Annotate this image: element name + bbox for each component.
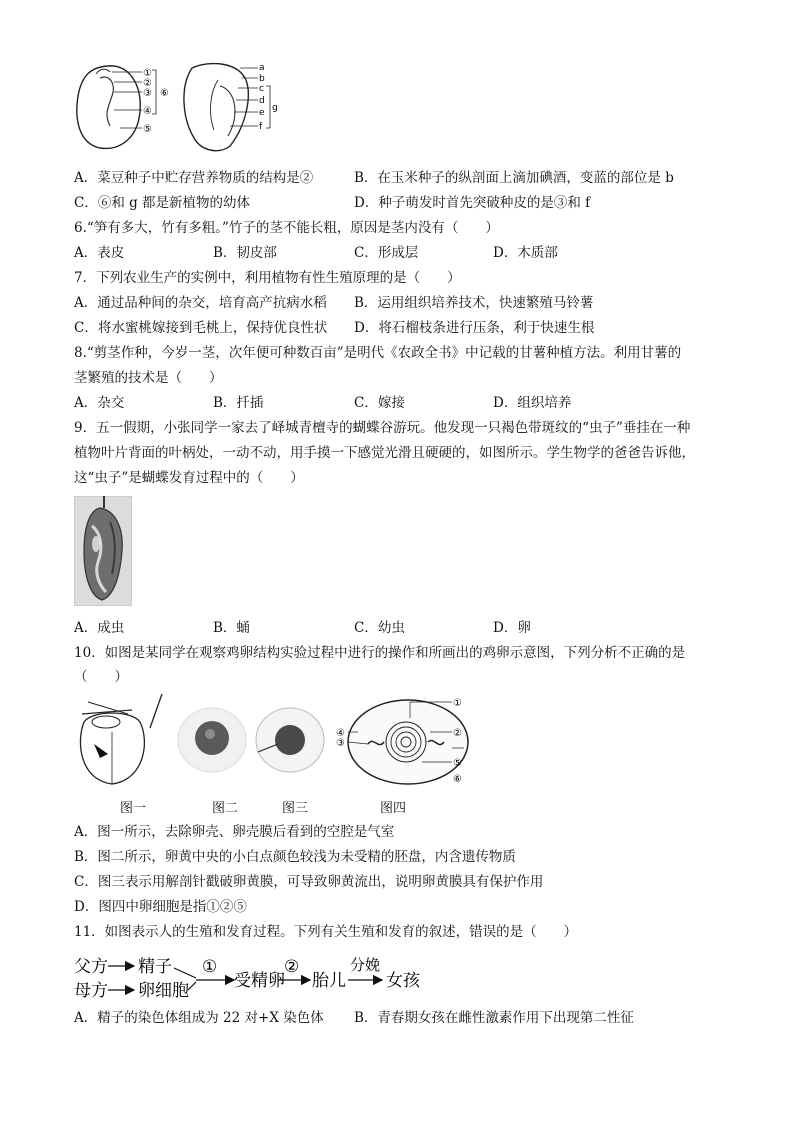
corn-label: g: [272, 103, 278, 113]
flow-mother: 母方: [74, 981, 108, 1000]
q10-stem-line1: 10．如图是某同学在观察鸡卵结构实验过程中进行的操作和所画出的鸡卵示意图，下列分析不正确的是: [74, 645, 686, 661]
bean-label: ④: [143, 106, 152, 117]
q5-option-d[interactable]: D．种子萌发时首先突破种皮的是③和 f: [354, 195, 591, 211]
egg-label: ⑥: [453, 774, 462, 785]
flow-zygote: 受精卵: [234, 971, 285, 991]
bean-label: ②: [143, 78, 152, 89]
q10-option-c[interactable]: C．图三表示用解剖针戳破卵黄膜，可导致卵黄流出，说明卵黄膜具有保护作用: [74, 874, 544, 890]
flow-delivery: 分娩: [350, 956, 381, 974]
egg-label: ②: [453, 728, 462, 739]
corn-seed-outline: [184, 64, 248, 151]
q6-option-b[interactable]: B．韧皮部: [213, 245, 277, 261]
q6-option-c[interactable]: C．形成层: [354, 245, 419, 261]
caption-fig4: 图四: [380, 801, 407, 816]
q10-option-d[interactable]: D．图四中卵细胞是指①②⑤: [74, 899, 247, 915]
caption-fig2: 图二: [212, 801, 239, 816]
caption-fig1: 图一: [120, 801, 147, 816]
egg-figure-1: [80, 694, 162, 784]
q8-stem-line2: 茎繁殖的技术是（ ）: [74, 370, 223, 386]
corn-label: d: [259, 96, 265, 106]
q11-option-b[interactable]: B．青春期女孩在雌性激素作用下出现第二性征: [354, 1010, 634, 1026]
flow-step1: ①: [202, 957, 218, 977]
flow-father: 父方: [74, 957, 108, 977]
corn-label: b: [259, 74, 265, 84]
q9-option-b[interactable]: B．蛹: [213, 620, 250, 636]
q8-option-d[interactable]: D．组织培养: [493, 395, 572, 411]
bean-embryo: [100, 77, 113, 126]
egg-label: ⑤: [453, 758, 462, 769]
q10-option-b[interactable]: B．图二所示，卵黄中央的小白点颜色较浅为未受精的胚盘，内含遗传物质: [74, 849, 516, 865]
caption-fig3: 图三: [282, 801, 309, 816]
pupa-photo: [74, 496, 132, 606]
bean-label: ⑥: [160, 88, 169, 99]
q5-option-b[interactable]: B．在玉米种子的纵剖面上滴加碘酒，变蓝的部位是 b: [354, 170, 674, 186]
q9-option-a[interactable]: A．成虫: [74, 620, 125, 636]
q7-stem: 7．下列农业生产的实例中，利用植物有性生殖原理的是（ ）: [74, 270, 461, 286]
q6-stem: 6.“笋有多大，竹有多粗。”竹子的茎不能长粗，原因是茎内没有（ ）: [74, 220, 499, 236]
q8-option-b[interactable]: B．扦插: [213, 395, 264, 411]
reproduction-flow-diagram: [74, 950, 474, 1000]
flow-sperm: 精子: [138, 957, 172, 977]
egg-figure-4: [336, 698, 468, 785]
egg-label: ①: [453, 698, 462, 709]
q6-option-a[interactable]: A．表皮: [74, 245, 125, 261]
q5-option-a[interactable]: A．菜豆种子中贮存营养物质的结构是②: [74, 170, 314, 186]
q11-stem: 11．如图表示人的生殖和发育过程。下列有关生殖和发育的叙述，错误的是（ ）: [74, 924, 578, 940]
corn-label: c: [259, 84, 264, 94]
egg-figure-2: [178, 708, 246, 772]
q7-option-c[interactable]: C．将水蜜桃嫁接到毛桃上，保持优良性状: [74, 320, 328, 336]
egg-figure-3: [256, 708, 324, 772]
flow-step2: ②: [284, 957, 300, 977]
seed-figure: [70, 56, 310, 156]
q9-option-d[interactable]: D．卵: [493, 620, 531, 636]
q7-option-b[interactable]: B．运用组织培养技术，快速繁殖马铃薯: [354, 295, 594, 311]
q9-option-c[interactable]: C．幼虫: [354, 620, 405, 636]
q7-option-d[interactable]: D．将石榴枝条进行压条，利于快速生根: [354, 320, 595, 336]
corn-label: e: [259, 108, 265, 118]
q7-option-a[interactable]: A．通过品种间的杂交，培育高产抗病水稻: [74, 295, 327, 311]
bean-label: ①: [143, 68, 152, 79]
q10-option-a[interactable]: A．图一所示，去除卵壳、卵壳膜后看到的空腔是气室: [74, 824, 395, 840]
flow-girl: 女孩: [386, 971, 420, 991]
q5-option-c[interactable]: C．⑥和 g 都是新植物的幼体: [74, 195, 251, 211]
q8-option-a[interactable]: A．杂交: [74, 395, 125, 411]
egg-label: ④: [336, 728, 345, 739]
corn-label: a: [259, 63, 265, 73]
q6-option-d[interactable]: D．木质部: [493, 245, 558, 261]
bean-label: ③: [143, 88, 152, 99]
egg-figures: [72, 692, 492, 792]
q9-stem-line3: 这“虫子”是蝴蝶发育过程中的（ ）: [74, 470, 304, 486]
egg-label: ③: [336, 738, 345, 749]
corn-label: f: [259, 122, 263, 132]
q9-stem-line1: 9．五一假期，小张同学一家去了峄城青檀寺的蝴蝶谷游玩。他发现一只褐色带斑纹的“虫子”垂挂在一种: [74, 420, 691, 436]
q9-stem-line2: 植物叶片背面的叶柄处，一动不动，用手摸一下感觉光滑且硬硬的，如图所示。学生物学的爸爸告诉他，: [74, 445, 695, 461]
q11-option-a[interactable]: A．精子的染色体组成为 22 对+X 染色体: [74, 1010, 324, 1026]
q8-stem-line1: 8.“剪茎作种，今岁一茎，次年便可种数百亩”是明代《农政全书》中记载的甘薯种植方法。利用甘薯的: [74, 345, 682, 361]
bean-label: ⑤: [143, 124, 152, 135]
flow-fetus: 胎儿: [312, 971, 346, 991]
q10-stem-line2: （ ）: [74, 669, 128, 685]
flow-egg-cell: 卵细胞: [138, 981, 189, 1000]
q8-option-c[interactable]: C．嫁接: [354, 395, 405, 411]
